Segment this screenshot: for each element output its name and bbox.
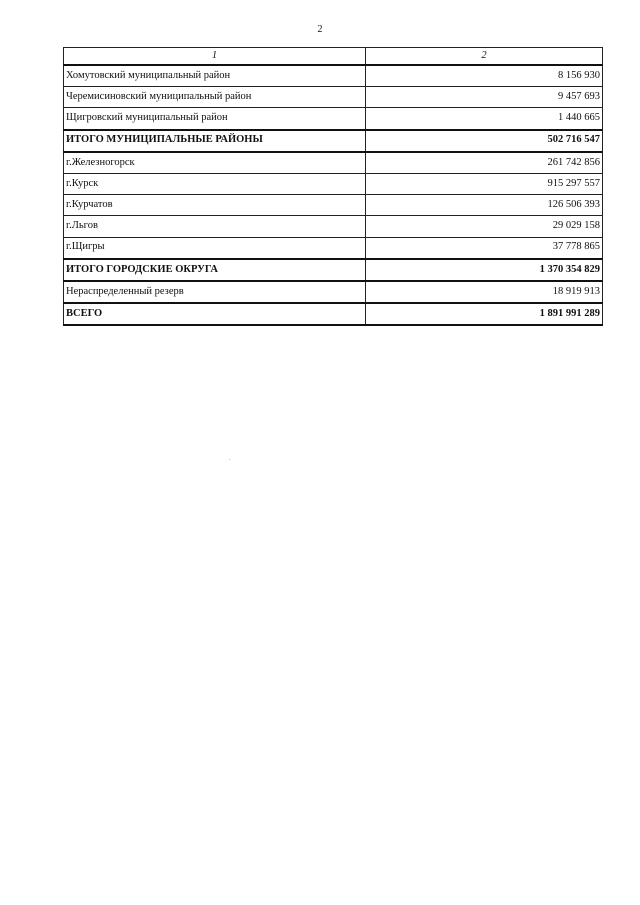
table-row [64, 281, 603, 303]
scan-speck [229, 459, 230, 460]
row-name: ВСЕГО [64, 303, 366, 325]
row-name: ИТОГО МУНИЦИПАЛЬНЫЕ РАЙОНЫ [64, 130, 366, 152]
row-value: 18 919 913 [366, 281, 603, 303]
row-value: 9 457 693 [366, 87, 603, 108]
row-value: 502 716 547 [366, 130, 603, 152]
row-name: г.Железногорск [64, 152, 366, 174]
table-header [64, 48, 603, 66]
grand-total-row [64, 303, 603, 325]
table-row [64, 216, 603, 237]
table-row [64, 152, 603, 174]
total-row-municipal-districts [64, 130, 603, 152]
column-header-1: 1 [64, 48, 366, 66]
row-name: Черемисиновский муниципальный район [64, 87, 366, 108]
column-header-2: 2 [366, 48, 603, 66]
row-name: Хомутовский муниципальный район [64, 65, 366, 87]
row-name: г.Щигры [64, 237, 366, 259]
row-value: 915 297 557 [366, 173, 603, 194]
total-row-city-districts [64, 259, 603, 281]
row-value: 1 891 991 289 [366, 303, 603, 325]
table-row [64, 237, 603, 259]
row-value: 37 778 865 [366, 237, 603, 259]
row-name: г.Курск [64, 173, 366, 194]
row-value: 126 506 393 [366, 195, 603, 216]
row-value: 1 370 354 829 [366, 259, 603, 281]
row-name: г.Курчатов [64, 195, 366, 216]
row-name: ИТОГО ГОРОДСКИЕ ОКРУГА [64, 259, 366, 281]
table-row [64, 173, 603, 194]
table-row [64, 87, 603, 108]
row-name: Щигровский муниципальный район [64, 108, 366, 130]
row-value: 29 029 158 [366, 216, 603, 237]
table-row [64, 195, 603, 216]
row-name: Нераспределенный резерв [64, 281, 366, 303]
header-row [64, 48, 603, 66]
table-row [64, 65, 603, 87]
row-name: г.Льгов [64, 216, 366, 237]
row-value: 261 742 856 [366, 152, 603, 174]
page-number: 2 [317, 24, 323, 35]
table-row [64, 108, 603, 130]
budget-table [63, 47, 603, 326]
row-value: 8 156 930 [366, 65, 603, 87]
table-body [64, 65, 603, 325]
row-value: 1 440 665 [366, 108, 603, 130]
